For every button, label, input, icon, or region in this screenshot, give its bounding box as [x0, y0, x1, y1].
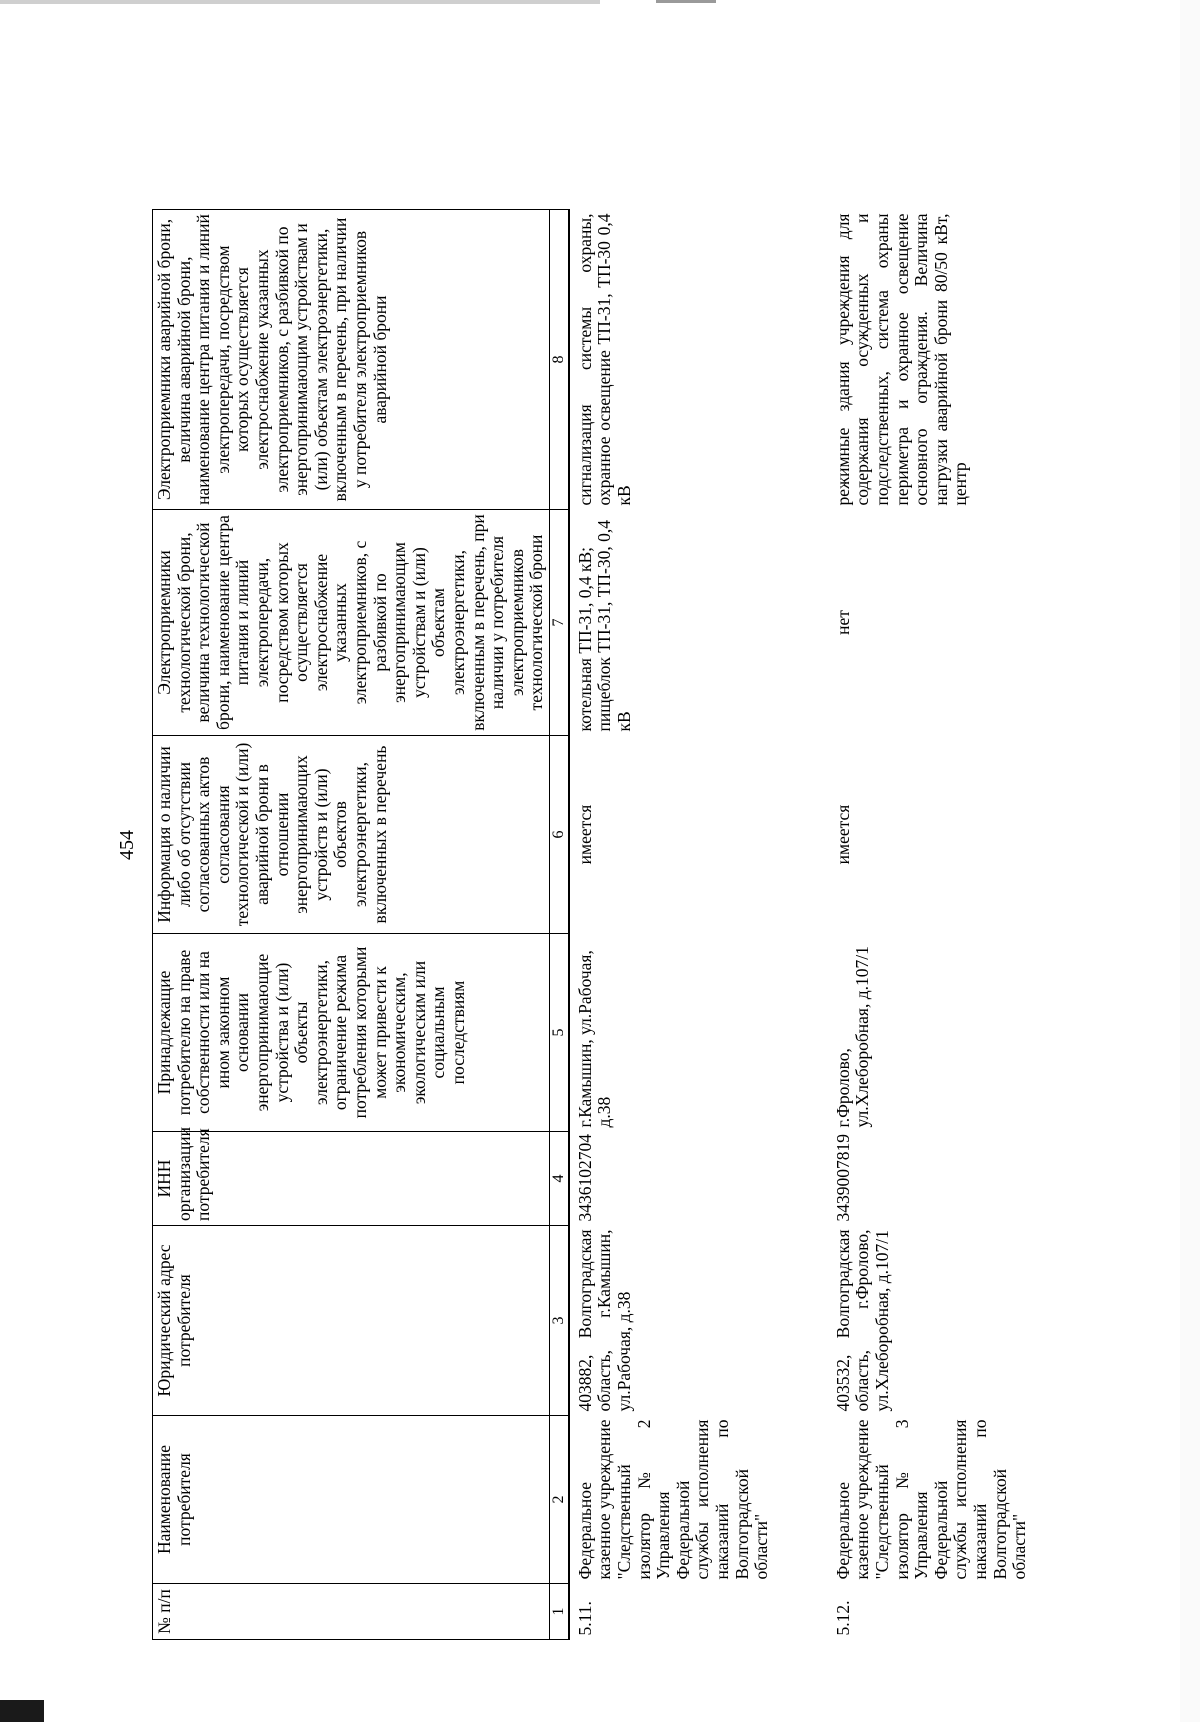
header-cell: Наименование потребителя — [153, 1416, 550, 1584]
scan-edge-mark — [656, 0, 716, 3]
page-number: 454 — [116, 830, 138, 860]
consumers-table — [152, 209, 1032, 1640]
tech-reserve: нет — [832, 610, 853, 635]
table-row — [828, 210, 1032, 1640]
scan-edge-top — [0, 0, 600, 4]
row-spacer — [774, 210, 828, 1640]
column-number: 5 — [549, 934, 569, 1132]
row-number: 5.11. — [574, 1601, 595, 1636]
emergency-reserve: сигнализация системы охраны, охранное освещение ТП-31, ТП-30 0,4 кВ — [574, 213, 635, 506]
tech-reserve: котельная ТП-31, 0,4 кВ; пищеблок ТП-31, ТП-30, 0,4 кВ — [574, 520, 635, 732]
consumer-name: Федеральное казенное учреждение "Следственный изолятор № 3 Управления Федеральной службы исполнения наказаний по Волгоградской области" — [832, 1419, 1030, 1580]
column-number: 3 — [549, 1226, 569, 1416]
column-number: 1 — [549, 1584, 569, 1640]
header-cell: Информация о наличии либо об отсутствии согласованных актов согласования технологической и (или) аварийной брони в отношении энергопринимающих устройств и (или) объектов электроэнергетики, включенных в перечень — [153, 736, 550, 934]
emergency-reserve: режимные здания учреждения для содержания осужденных и подследственных, система охраны периметра и охранное освещение основного ограждения. Величина нагрузки аварийной брони 80/50 кВт, центр — [832, 213, 971, 506]
column-number: 2 — [549, 1416, 569, 1584]
legal-address: 403532, Волгоградская область, г.Фролово, ул.Хлеборобная, д.107/1 — [832, 1229, 892, 1412]
header-cell: ИНН организации потребителя — [153, 1132, 550, 1226]
objects: г.Камышин, ул.Рабочая, д.38 — [574, 950, 615, 1128]
inn: 3439007819 — [832, 1134, 853, 1222]
header-cell: Принадлежащие потребителю на праве собственности или на ином законном основании энергопринимающие устройства и (или) объекты электроэнергетики, ограничение режима потребления которыми может привести к экономическим, экологическим или социальным последствиям — [153, 934, 550, 1132]
table-header — [153, 210, 550, 1640]
row-number: 5.12. — [832, 1600, 853, 1636]
acts-status: имеется — [832, 804, 853, 865]
consumer-name: Федеральное казенное учреждение "Следственный изолятор № 2 Управления Федеральной службы исполнения наказаний по Волгоградской области" — [574, 1419, 772, 1580]
column-numbers-row — [549, 210, 569, 1640]
column-number: 6 — [549, 736, 569, 934]
objects: г.Фролово, ул.Хлеборобная, д.107/1 — [832, 946, 873, 1128]
header-cell: Электроприемники технологической брони, величина технологической брони, наименование центра питания и линий электропередачи, посредством которых осуществляется электроснабжение указанных электроприемников, с разбивкой по энергопринимающим устройствам и (или) объектам электроэнергетики, включенным в перечень, при наличии у потребителя электроприемников технологической брони — [153, 510, 550, 736]
header-cell: № п/п — [153, 1584, 550, 1640]
scan-edge-corner — [0, 1700, 44, 1722]
legal-address: 403882, Волгоградская область, г.Камышин, ул.Рабочая, д.38 — [574, 1229, 635, 1412]
table-row — [569, 210, 774, 1640]
column-number: 7 — [549, 510, 569, 736]
inn: 3436102704 — [574, 1134, 595, 1222]
column-number: 8 — [549, 210, 569, 510]
header-cell: Юридический адрес потребителя — [153, 1226, 550, 1416]
rotated-page — [50, 50, 1195, 1640]
acts-status: имеется — [574, 804, 595, 865]
header-cell: Электроприемники аварийной брони, величина аварийной брони, наименование центра питания и линий электропередачи, посредством которых осуществляется электроснабжение указанных электроприемников, с разбивкой по энергопринимающим устройствам и (или) объектам электроэнергетики, включенным в перечень, при наличии у потребителя электроприемников аварийной брони — [153, 210, 550, 510]
column-number: 4 — [549, 1132, 569, 1226]
